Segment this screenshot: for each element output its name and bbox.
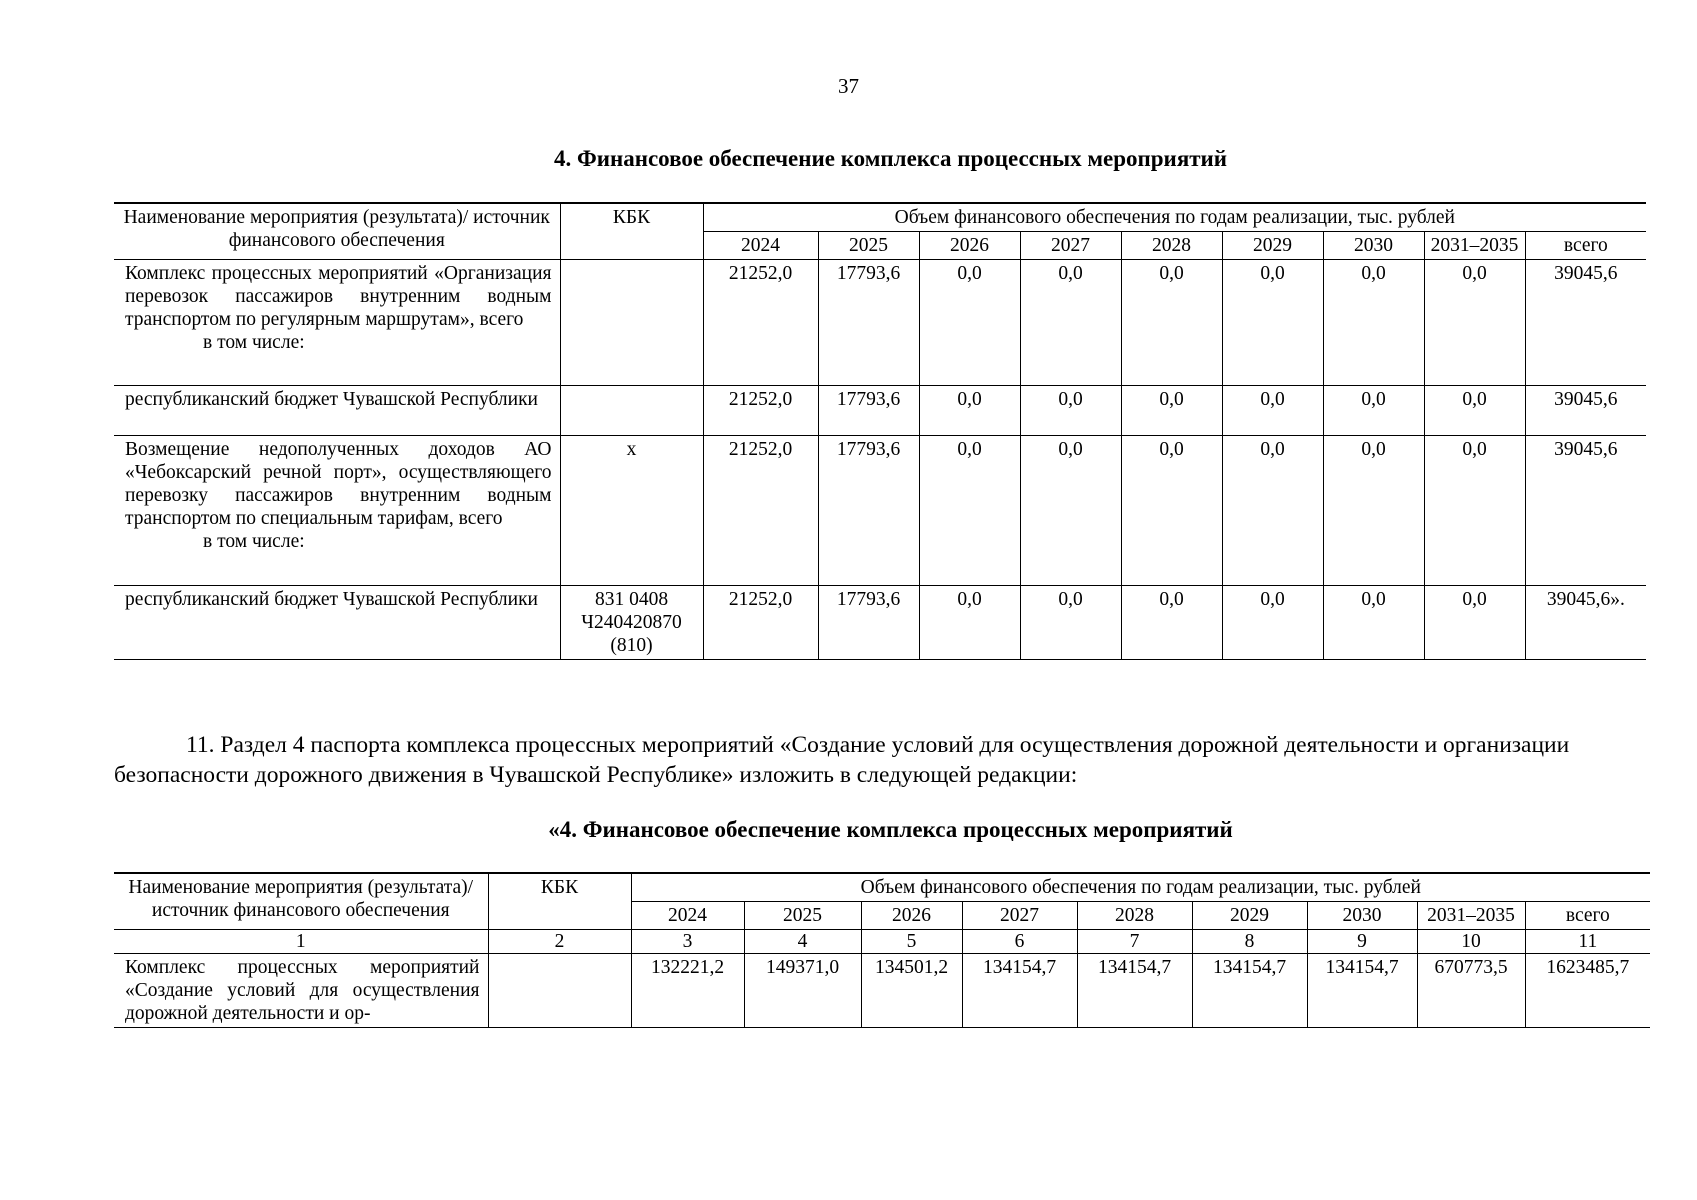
year-header: 2031–2035 bbox=[1417, 902, 1525, 930]
row-name: Комплекс процессных мероприятий «Создание условий для осуществления дорожной деятельности и ор- bbox=[114, 954, 488, 1028]
value-cell: 134154,7 bbox=[962, 954, 1077, 1028]
column-index: 6 bbox=[962, 930, 1077, 954]
year-header: 2029 bbox=[1222, 232, 1323, 260]
header-kbk: КБК bbox=[488, 873, 631, 930]
value-cell: 0,0 bbox=[1323, 436, 1424, 586]
value-cell: 0,0 bbox=[1121, 260, 1222, 386]
value-cell: 0,0 bbox=[1323, 386, 1424, 436]
value-cell: 21252,0 bbox=[703, 386, 818, 436]
value-cell: 21252,0 bbox=[703, 436, 818, 586]
page-number: 37 bbox=[838, 74, 859, 98]
column-index-row bbox=[114, 930, 1650, 954]
value-cell: 132221,2 bbox=[631, 954, 744, 1028]
value-cell: 0,0 bbox=[1020, 586, 1121, 660]
row-kbk bbox=[560, 260, 703, 386]
header-name: Наименование мероприятия (результата)/источник финансового обеспечения bbox=[114, 873, 488, 930]
section-title-1: 4. Финансовое обеспечение комплекса процессных мероприятий bbox=[553, 146, 1228, 171]
value-cell: 0,0 bbox=[919, 436, 1020, 586]
year-header: 2028 bbox=[1077, 902, 1192, 930]
value-cell: 21252,0 bbox=[703, 586, 818, 660]
year-header: 2029 bbox=[1192, 902, 1307, 930]
value-cell-total: 39045,6 bbox=[1525, 260, 1646, 386]
value-cell: 134154,7 bbox=[1077, 954, 1192, 1028]
value-cell: 0,0 bbox=[1020, 386, 1121, 436]
value-cell: 0,0 bbox=[919, 586, 1020, 660]
column-index: 8 bbox=[1192, 930, 1307, 954]
year-header: 2026 bbox=[861, 902, 962, 930]
row-kbk: х bbox=[560, 436, 703, 586]
column-index: 9 bbox=[1307, 930, 1417, 954]
year-header: 2028 bbox=[1121, 232, 1222, 260]
value-cell: 0,0 bbox=[1121, 386, 1222, 436]
year-header: 2025 bbox=[818, 232, 919, 260]
year-header: 2031–2035 bbox=[1424, 232, 1525, 260]
row-kbk bbox=[488, 954, 631, 1028]
value-cell: 0,0 bbox=[1222, 586, 1323, 660]
value-cell: 0,0 bbox=[1222, 386, 1323, 436]
year-header: 2025 bbox=[744, 902, 861, 930]
value-cell: 21252,0 bbox=[703, 260, 818, 386]
row-kbk bbox=[560, 386, 703, 436]
value-cell: 0,0 bbox=[919, 260, 1020, 386]
row-name: Комплекс процессных мероприятий «Организация перевозок пассажиров внутренним водным транспортом по регулярным маршрутам», всего в том числе: bbox=[114, 260, 560, 386]
year-header: 2026 bbox=[919, 232, 1020, 260]
header-volume: Объем финансового обеспечения по годам реализации, тыс. рублей bbox=[631, 873, 1650, 902]
header-kbk: КБК bbox=[560, 203, 703, 260]
column-index: 7 bbox=[1077, 930, 1192, 954]
value-cell: 0,0 bbox=[919, 386, 1020, 436]
table-row bbox=[114, 586, 1646, 660]
value-cell: 134501,2 bbox=[861, 954, 962, 1028]
value-cell: 670773,5 bbox=[1417, 954, 1525, 1028]
value-cell: 134154,7 bbox=[1307, 954, 1417, 1028]
value-cell: 17793,6 bbox=[818, 436, 919, 586]
row-name: Возмещение недополученных доходов АО «Чебоксарский речной порт», осуществляющего перевозку пассажиров внутренним водным транспортом по специальным тарифам, всего в том числе: bbox=[114, 436, 560, 586]
row-name: республиканский бюджет Чувашской Республики bbox=[114, 586, 560, 660]
value-cell: 0,0 bbox=[1424, 586, 1525, 660]
value-cell-total: 1623485,7 bbox=[1525, 954, 1650, 1028]
value-cell: 149371,0 bbox=[744, 954, 861, 1028]
header-volume: Объем финансового обеспечения по годам реализации, тыс. рублей bbox=[703, 203, 1646, 232]
year-header-total: всего bbox=[1525, 232, 1646, 260]
value-cell: 0,0 bbox=[1222, 260, 1323, 386]
column-index: 4 bbox=[744, 930, 861, 954]
column-index: 3 bbox=[631, 930, 744, 954]
table-row bbox=[114, 260, 1646, 386]
value-cell-total: 39045,6». bbox=[1525, 586, 1646, 660]
column-index: 1 bbox=[114, 930, 488, 954]
section-title-2: «4. Финансовое обеспечение комплекса процессных мероприятий bbox=[548, 817, 1233, 842]
amendment-paragraph: 11. Раздел 4 паспорта комплекса процессных мероприятий «Создание условий для осуществления дорожной деятельности и организации безопасности дорожного движения в Чувашской Республике» изложить в следующей редакции: bbox=[114, 732, 1570, 788]
financing-table-1 bbox=[114, 202, 1646, 660]
value-cell: 0,0 bbox=[1020, 260, 1121, 386]
value-cell: 0,0 bbox=[1020, 436, 1121, 586]
header-name: Наименование мероприятия (результата)/ источник финансового обеспечения bbox=[114, 203, 560, 260]
value-cell: 0,0 bbox=[1222, 436, 1323, 586]
value-cell-total: 39045,6 bbox=[1525, 386, 1646, 436]
value-cell: 134154,7 bbox=[1192, 954, 1307, 1028]
column-index: 5 bbox=[861, 930, 962, 954]
column-index: 11 bbox=[1525, 930, 1650, 954]
table-row bbox=[114, 386, 1646, 436]
column-index: 10 bbox=[1417, 930, 1525, 954]
year-header-total: всего bbox=[1525, 902, 1650, 930]
year-header: 2027 bbox=[962, 902, 1077, 930]
year-header: 2027 bbox=[1020, 232, 1121, 260]
value-cell: 0,0 bbox=[1424, 386, 1525, 436]
year-header: 2024 bbox=[703, 232, 818, 260]
row-name: республиканский бюджет Чувашской Республики bbox=[114, 386, 560, 436]
year-header: 2030 bbox=[1307, 902, 1417, 930]
value-cell: 0,0 bbox=[1323, 586, 1424, 660]
value-cell: 0,0 bbox=[1424, 436, 1525, 586]
year-header: 2030 bbox=[1323, 232, 1424, 260]
financing-table-2 bbox=[114, 872, 1650, 1028]
row-kbk: 831 0408 Ч240420870 (810) bbox=[560, 586, 703, 660]
value-cell: 0,0 bbox=[1121, 436, 1222, 586]
value-cell: 17793,6 bbox=[818, 386, 919, 436]
value-cell: 17793,6 bbox=[818, 586, 919, 660]
value-cell: 17793,6 bbox=[818, 260, 919, 386]
value-cell: 0,0 bbox=[1121, 586, 1222, 660]
value-cell: 0,0 bbox=[1424, 260, 1525, 386]
column-index: 2 bbox=[488, 930, 631, 954]
table-row bbox=[114, 436, 1646, 586]
year-header: 2024 bbox=[631, 902, 744, 930]
value-cell-total: 39045,6 bbox=[1525, 436, 1646, 586]
table-row bbox=[114, 954, 1650, 1028]
value-cell: 0,0 bbox=[1323, 260, 1424, 386]
